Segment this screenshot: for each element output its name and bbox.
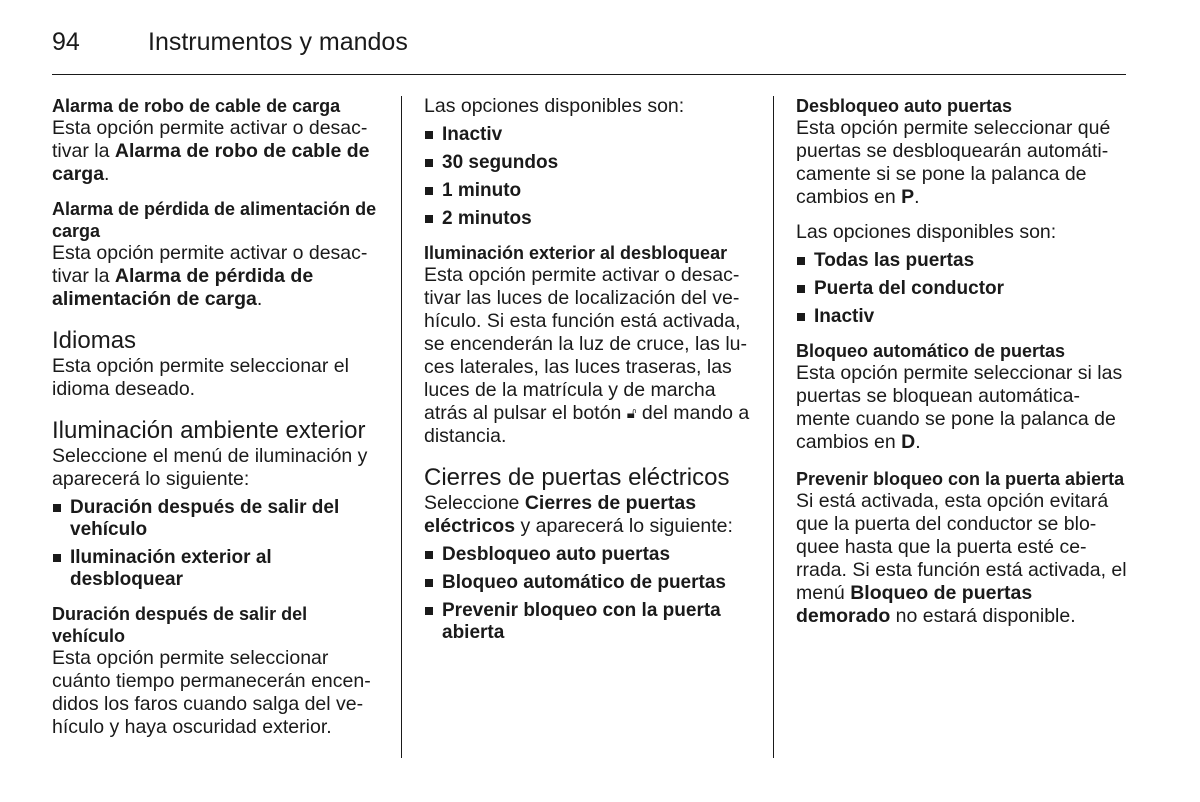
subheading-charge-power-loss-alarm: Alarma de pérdida de alimentación de carga <box>52 199 377 241</box>
list-item-label: Todas las puertas <box>814 250 975 271</box>
list-item <box>424 544 754 566</box>
options-intro: Las opciones disponibles son: <box>796 221 1057 243</box>
column-2 <box>424 95 754 650</box>
column-divider-right <box>773 96 774 758</box>
bullet-square-icon <box>797 257 805 265</box>
list-item-label: 2 minutos <box>442 208 532 229</box>
bullet-square-icon <box>53 554 61 562</box>
paragraph-auto-door-lock <box>796 362 1128 454</box>
bullet-square-icon <box>425 131 433 139</box>
text-run: Esta opción permite seleccionar si las puertas se bloquean automática-mente cuando se pone la palanca de cambios en <box>796 362 1123 453</box>
list-item-label: Inactiv <box>442 124 503 145</box>
bullet-square-icon <box>425 187 433 195</box>
subheading-exterior-unlock-lighting: Iluminación exterior al desbloquear <box>424 243 728 263</box>
list-item <box>424 152 754 174</box>
bold-run: Cierres de puertas eléctricos <box>424 492 697 537</box>
bullet-square-icon <box>425 607 433 615</box>
list-item-label: Bloqueo automático de puertas <box>442 572 726 593</box>
list-item <box>796 306 1128 328</box>
unlock-icon: 🔓︎ <box>626 405 637 422</box>
list-item-label: 30 segundos <box>442 152 559 173</box>
page-title: Instrumentos y mandos <box>148 28 408 56</box>
list-item-label: Iluminación exterior al desbloquear <box>70 547 272 590</box>
text-run: Esta opción permite activar o desac-tivar la <box>52 242 368 287</box>
text-run: . <box>915 431 921 453</box>
list-item-label: Inactiv <box>814 306 875 327</box>
column-3 <box>796 95 1128 628</box>
bold-run: Alarma de pérdida de alimentación de carga <box>52 265 314 310</box>
text-run: y aparecerá lo siguiente: <box>515 515 733 537</box>
text-run: Esta opción permite seleccionar qué puertas se desbloquearán automáti-camente si se pone la palanca de cambios en <box>796 117 1111 208</box>
subheading-duration-after-exit: Duración después de salir del vehículo <box>52 604 308 646</box>
column-1 <box>52 95 382 739</box>
paragraph-duration-after-exit: Esta opción permite seleccionar cuánto tiempo permanecerán encen-didos los faros cuando salga del ve-hículo y haya oscuridad exterior. <box>52 647 371 738</box>
list-item <box>424 124 754 146</box>
column-divider-left <box>401 96 402 758</box>
bullet-square-icon <box>797 313 805 321</box>
text-run: no estará disponible. <box>890 605 1076 627</box>
text-run: Seleccione <box>424 492 525 514</box>
subheading-auto-door-lock: Bloqueo automático de puertas <box>796 341 1066 361</box>
text-run: Esta opción permite activar o desac-tivar las luces de localización del ve-hículo. Si esta función está activada, se encenderán la luz de cruce, las lu-ces laterales, las luces traseras, las luces de la matrícula y de marcha atrás al pulsar el botón <box>424 264 748 424</box>
list-item-label: Prevenir bloqueo con la puerta abierta <box>442 600 721 643</box>
bullet-square-icon <box>797 285 805 293</box>
paragraph-auto-door-unlock <box>796 117 1128 209</box>
paragraph-charge-power-loss-alarm <box>52 242 382 311</box>
bullet-square-icon <box>425 551 433 559</box>
bold-run: P <box>901 186 915 208</box>
bullet-square-icon <box>425 159 433 167</box>
paragraph-exterior-unlock-lighting <box>424 264 754 448</box>
text-run: . <box>914 186 920 208</box>
list-item <box>52 547 382 591</box>
list-item <box>424 180 754 202</box>
bullet-square-icon <box>425 215 433 223</box>
bold-run: Bloqueo de puertas demorado <box>796 582 1033 627</box>
section-title-ambient-lighting: Iluminación ambiente exterior <box>52 417 366 444</box>
ambient-lighting-list <box>52 497 382 591</box>
bullet-square-icon <box>53 504 61 512</box>
text-run: . <box>104 163 110 185</box>
text-run: . <box>256 288 263 310</box>
bullet-square-icon <box>425 579 433 587</box>
subheading-prevent-lock-door-open: Prevenir bloqueo con la puerta abierta <box>796 469 1125 489</box>
duration-options-list <box>424 124 754 230</box>
unlock-options-list <box>796 250 1128 328</box>
subheading-charge-cable-theft-alarm: Alarma de robo de cable de carga <box>52 96 341 116</box>
subheading-auto-door-unlock: Desbloqueo auto puertas <box>796 96 1013 116</box>
door-locks-list <box>424 544 754 644</box>
paragraph-prevent-lock-door-open <box>796 490 1128 628</box>
page-number: 94 <box>52 28 80 56</box>
list-item <box>52 497 382 541</box>
text-run: del mando a distancia. <box>424 402 750 447</box>
bold-run: D <box>901 431 916 453</box>
list-item <box>424 208 754 230</box>
list-item <box>796 278 1128 300</box>
page-header <box>52 24 1126 75</box>
list-item-label: Duración después de salir del vehículo <box>70 497 340 540</box>
paragraph-power-door-locks <box>424 492 754 538</box>
list-item <box>424 572 754 594</box>
paragraph-charge-cable-theft-alarm <box>52 117 382 186</box>
paragraph-idiomas: Esta opción permite seleccionar el idioma deseado. <box>52 355 349 400</box>
bold-run: Alarma de robo de cable de carga <box>52 140 370 185</box>
options-intro: Las opciones disponibles son: <box>424 95 685 117</box>
paragraph-ambient-lighting: Seleccione el menú de iluminación y aparecerá lo siguiente: <box>52 445 368 490</box>
list-item-label: 1 minuto <box>442 180 522 201</box>
text-run: Esta opción permite activar o desac-tivar la <box>52 117 368 162</box>
section-title-power-door-locks: Cierres de puertas eléctricos <box>424 464 730 491</box>
list-item <box>424 600 754 644</box>
text-run: Si está activada, esta opción evitará que la puerta del conductor se blo-quee hasta que la puerta esté ce-rrada. Si esta función está activada, el menú <box>796 490 1127 604</box>
list-item-label: Desbloqueo auto puertas <box>442 544 671 565</box>
list-item <box>796 250 1128 272</box>
list-item-label: Puerta del conductor <box>814 278 1005 299</box>
section-title-idiomas: Idiomas <box>52 327 137 354</box>
